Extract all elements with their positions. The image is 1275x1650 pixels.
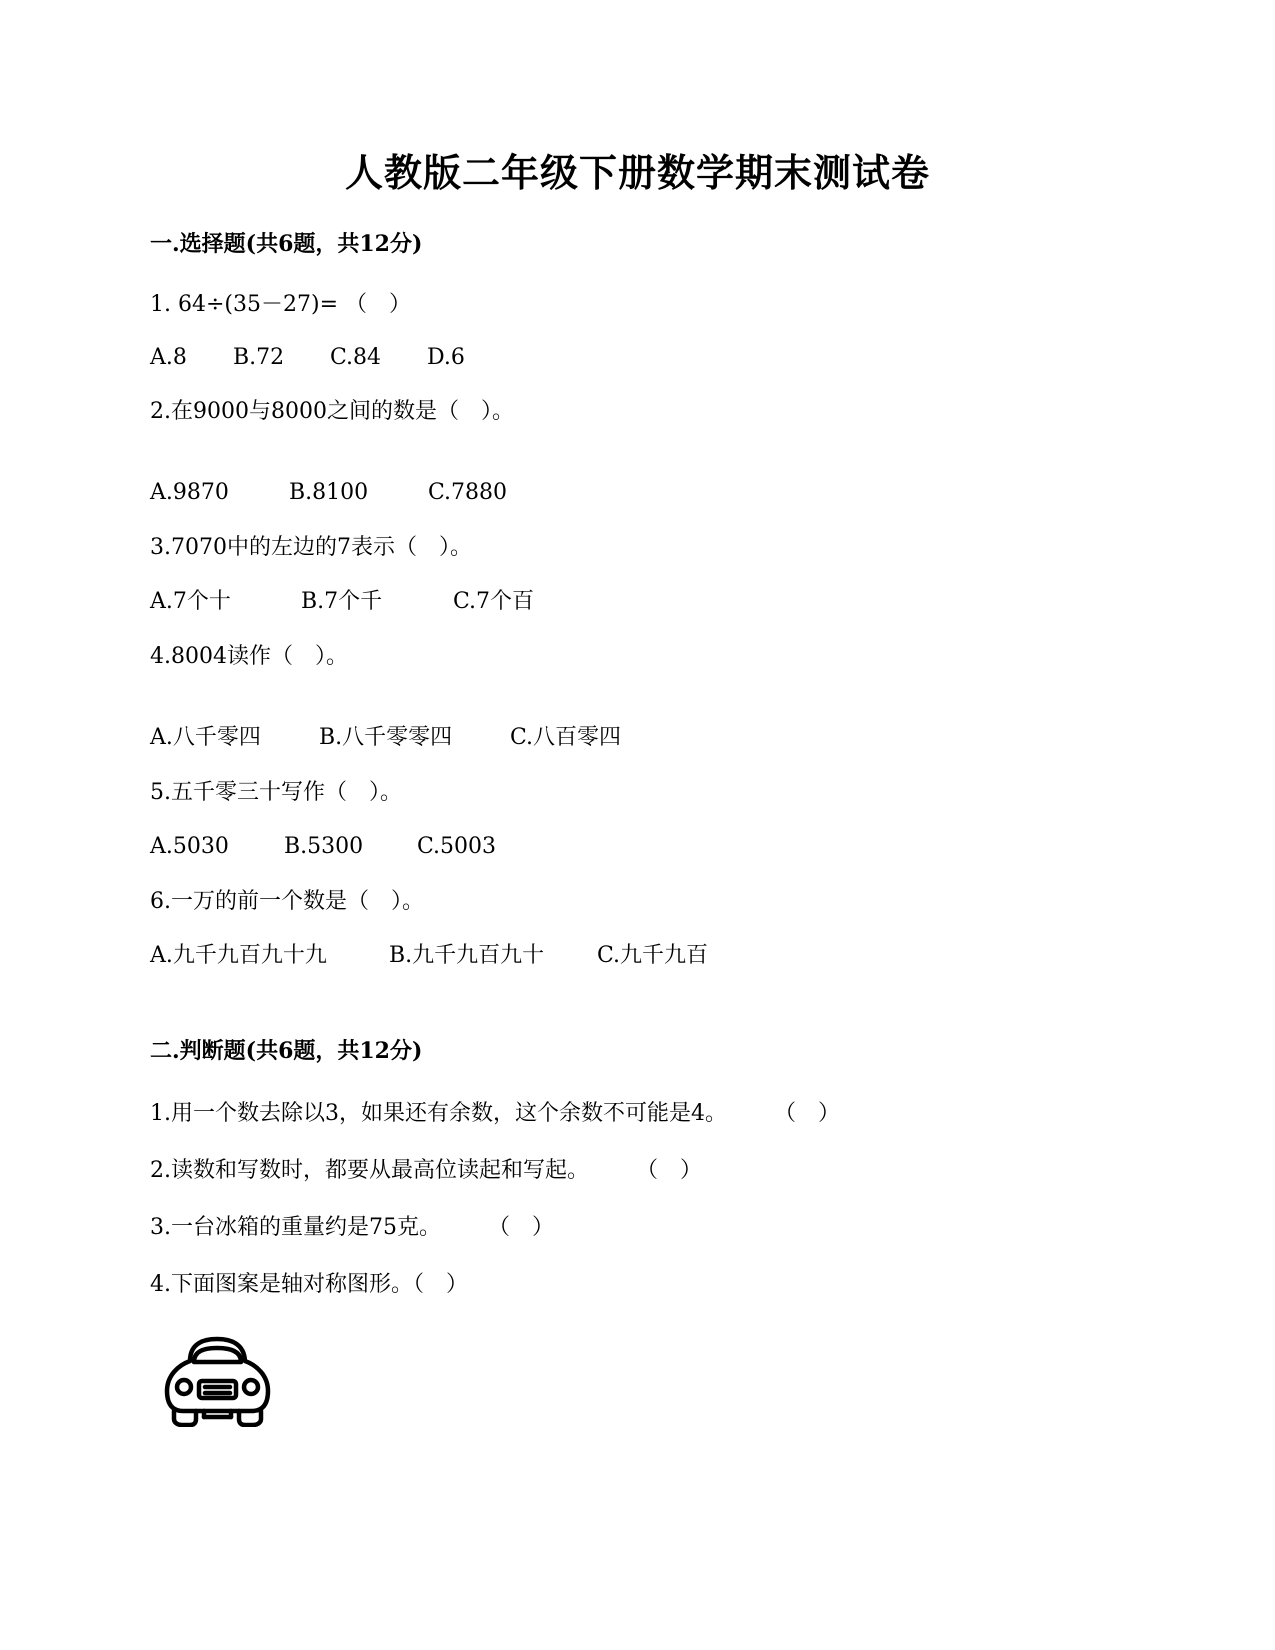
judgement-2 [150, 1160, 702, 1182]
option-c: C.84 [330, 345, 382, 370]
question-3-stem: 3.7070中的左边的7表示（ ）。 [150, 535, 472, 560]
option-a: A.5030 [150, 834, 229, 859]
question-2-options [0, 482, 1275, 508]
option-a: A.8 [150, 345, 187, 370]
judgement-3-text: 3.一台冰箱的重量约是75克。 [150, 1215, 441, 1240]
car-icon [160, 1335, 275, 1427]
option-b: B.7个千 [301, 589, 383, 614]
option-b: B.72 [233, 345, 285, 370]
question-5-options [0, 836, 1275, 862]
judgement-4 [150, 1274, 468, 1296]
question-4-stem: 4.8004读作（ ）。 [150, 644, 348, 669]
option-c: C.九千九百 [597, 943, 709, 968]
option-d: D.6 [427, 345, 465, 370]
judgement-1-text: 1.用一个数去除以3，如果还有余数，这个余数不可能是4。 [150, 1101, 727, 1126]
answer-paren: （ ） [774, 1101, 841, 1126]
option-a: A.9870 [150, 480, 229, 505]
question-4-options [0, 727, 1275, 753]
judgement-1 [150, 1103, 840, 1125]
question-3-options [0, 591, 1275, 617]
page-title: 人教版二年级下册数学期末测试卷 [344, 150, 930, 195]
section-heading-judgement: 二.判断题(共6题，共12分) [150, 1038, 423, 1064]
answer-paren: （ ） [488, 1215, 555, 1240]
option-b: B.8100 [289, 480, 369, 505]
option-c: C.5003 [417, 834, 497, 859]
question-2-stem: 2.在9000与8000之间的数是（ ）。 [150, 399, 514, 424]
option-b: B.5300 [284, 834, 364, 859]
option-b: B.八千零零四 [319, 725, 453, 750]
question-5-stem: 5.五千零三十写作（ ）。 [150, 780, 402, 805]
judgement-4-text: 4.下面图案是轴对称图形。（ ） [150, 1272, 468, 1297]
option-c: C.八百零四 [510, 725, 622, 750]
section-heading-choice: 一.选择题(共6题，共12分) [150, 231, 423, 257]
question-1-options [0, 347, 1275, 373]
option-a: A.八千零四 [150, 725, 261, 750]
judgement-2-text: 2.读数和写数时，都要从最高位读起和写起。 [150, 1158, 589, 1183]
question-6-stem: 6.一万的前一个数是（ ）。 [150, 889, 424, 914]
question-1-stem: 1. 64÷(35－27)= （ ） [150, 292, 411, 317]
question-6-options [0, 945, 1275, 971]
judgement-3 [150, 1217, 554, 1239]
option-a: A.7个十 [150, 589, 231, 614]
option-c: C.7个百 [453, 589, 535, 614]
option-b: B.九千九百九十 [389, 943, 545, 968]
option-a: A.九千九百九十九 [150, 943, 327, 968]
answer-paren: （ ） [636, 1158, 703, 1183]
option-c: C.7880 [428, 480, 508, 505]
